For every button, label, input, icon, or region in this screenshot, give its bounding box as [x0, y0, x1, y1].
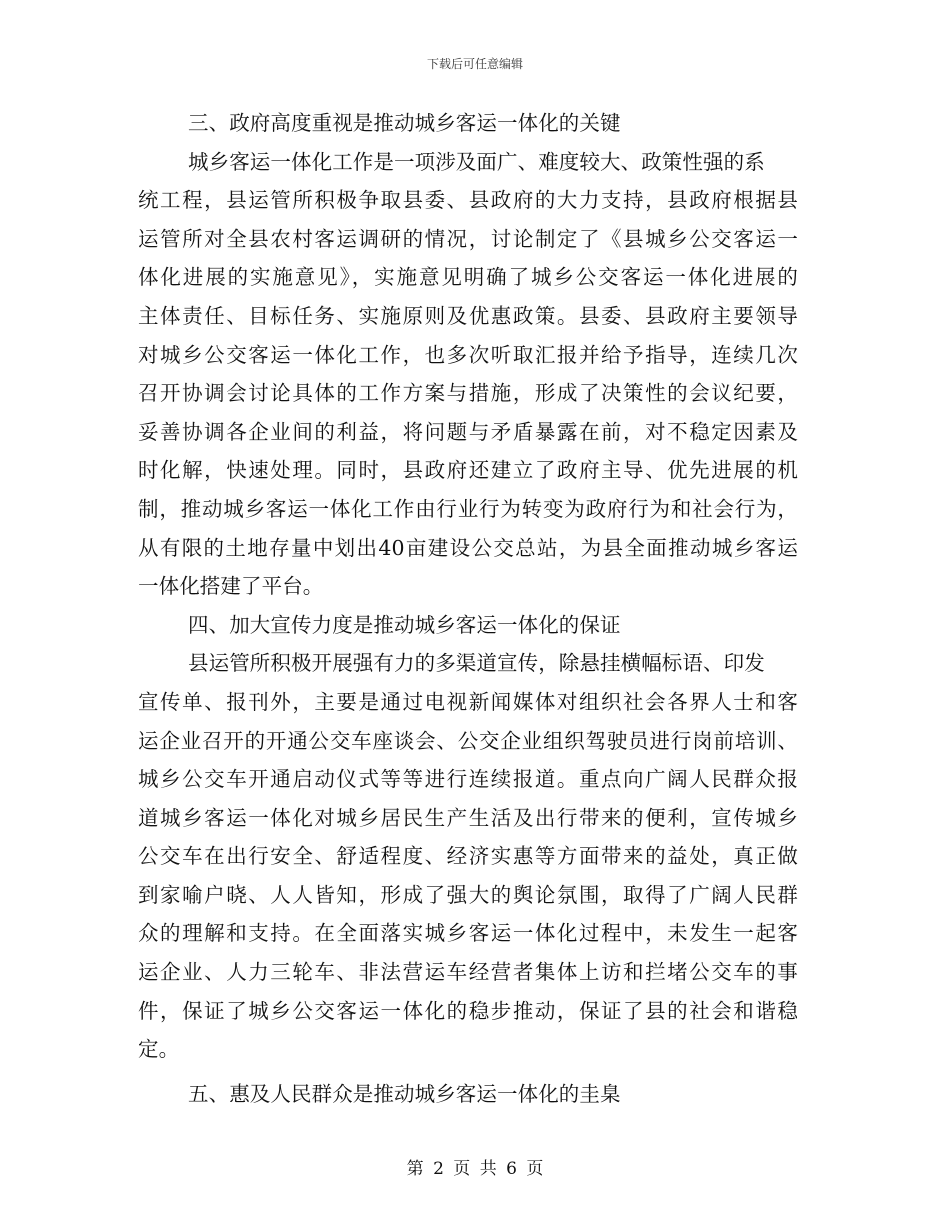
paragraph-line: 制，推动城乡客运一体化工作由行业行为转变为政府行为和社会行为，: [138, 496, 798, 521]
paragraph-line: 运管所对全县农村客运调研的情况，讨论制定了《县城乡公交客运一: [138, 226, 798, 251]
section-heading: 三、政府高度重视是推动城乡客运一体化的关键: [188, 111, 621, 135]
paragraph-line: 召开协调会讨论具体的工作方案与措施，形成了决策性的会议纪要，: [138, 381, 798, 406]
paragraph-line: 对城乡公交客运一体化工作，也多次听取汇报并给予指导，连续几次: [138, 342, 798, 367]
paragraph-line: 妥善协调各企业间的利益，将问题与矛盾暴露在前，对不稳定因素及: [138, 419, 798, 444]
paragraph-line: 体化进展的实施意见》，实施意见明确了城乡公交客运一体化进展的: [138, 265, 798, 290]
paragraph-line: 运企业、人力三轮车、非法营运车经营者集体上访和拦堵公交车的事: [138, 960, 798, 985]
page-number-footer: 第 2 页 共 6 页: [406, 1159, 544, 1179]
section-heading: 五、惠及人民群众是推动城乡客运一体化的圭臬: [188, 1081, 621, 1106]
paragraph-line: 到家喻户晓、人人皆知，形成了强大的舆论氛围，取得了广阔人民群: [138, 882, 798, 907]
page-header-note: 下载后可任意编辑: [426, 57, 523, 71]
document-body: [138, 104, 798, 1113]
paragraph-line: 道城乡客运一体化对城乡居民生产生活及出行带来的便利，宣传城乡: [138, 805, 798, 830]
paragraph-line: 件，保证了城乡公交客运一体化的稳步推动，保证了县的社会和谐稳: [138, 998, 798, 1023]
paragraph-line: 县运管所积极开展强有力的多渠道宣传，除悬挂横幅标语、印发: [188, 651, 765, 676]
paragraph-line: 定。: [138, 1037, 180, 1062]
paragraph-line: 城乡客运一体化工作是一项涉及面广、难度较大、政策性强的系: [188, 149, 765, 174]
paragraph-line: 公交车在出行安全、舒适程度、经济实惠等方面带来的益处，真正做: [138, 844, 798, 869]
paragraph-line: 从有限的土地存量中划出40亩建设公交总站，为县全面推动城乡客运: [138, 535, 798, 560]
paragraph-line: 主体责任、目标任务、实施原则及优惠政策。县委、县政府主要领导: [138, 303, 798, 328]
paragraph-line: 众的理解和支持。在全面落实城乡客运一体化过程中，未发生一起客: [138, 921, 798, 946]
paragraph-line: 运企业召开的开通公交车座谈会、公交企业组织驾驶员进行岗前培训、: [138, 728, 798, 753]
paragraph-line: 城乡公交车开通启动仪式等等进行连续报道。重点向广阔人民群众报: [138, 767, 798, 792]
section-heading: 四、加大宣传力度是推动城乡客运一体化的保证: [188, 612, 621, 637]
paragraph-line: 时化解，快速处理。同时，县政府还建立了政府主导、优先进展的机: [138, 458, 798, 483]
paragraph-line: 宣传单、报刊外，主要是通过电视新闻媒体对组织社会各界人士和客: [138, 689, 798, 714]
paragraph-line: 一体化搭建了平台。: [138, 574, 324, 599]
paragraph-line: 统工程，县运管所积极争取县委、县政府的大力支持，县政府根据县: [138, 188, 798, 213]
